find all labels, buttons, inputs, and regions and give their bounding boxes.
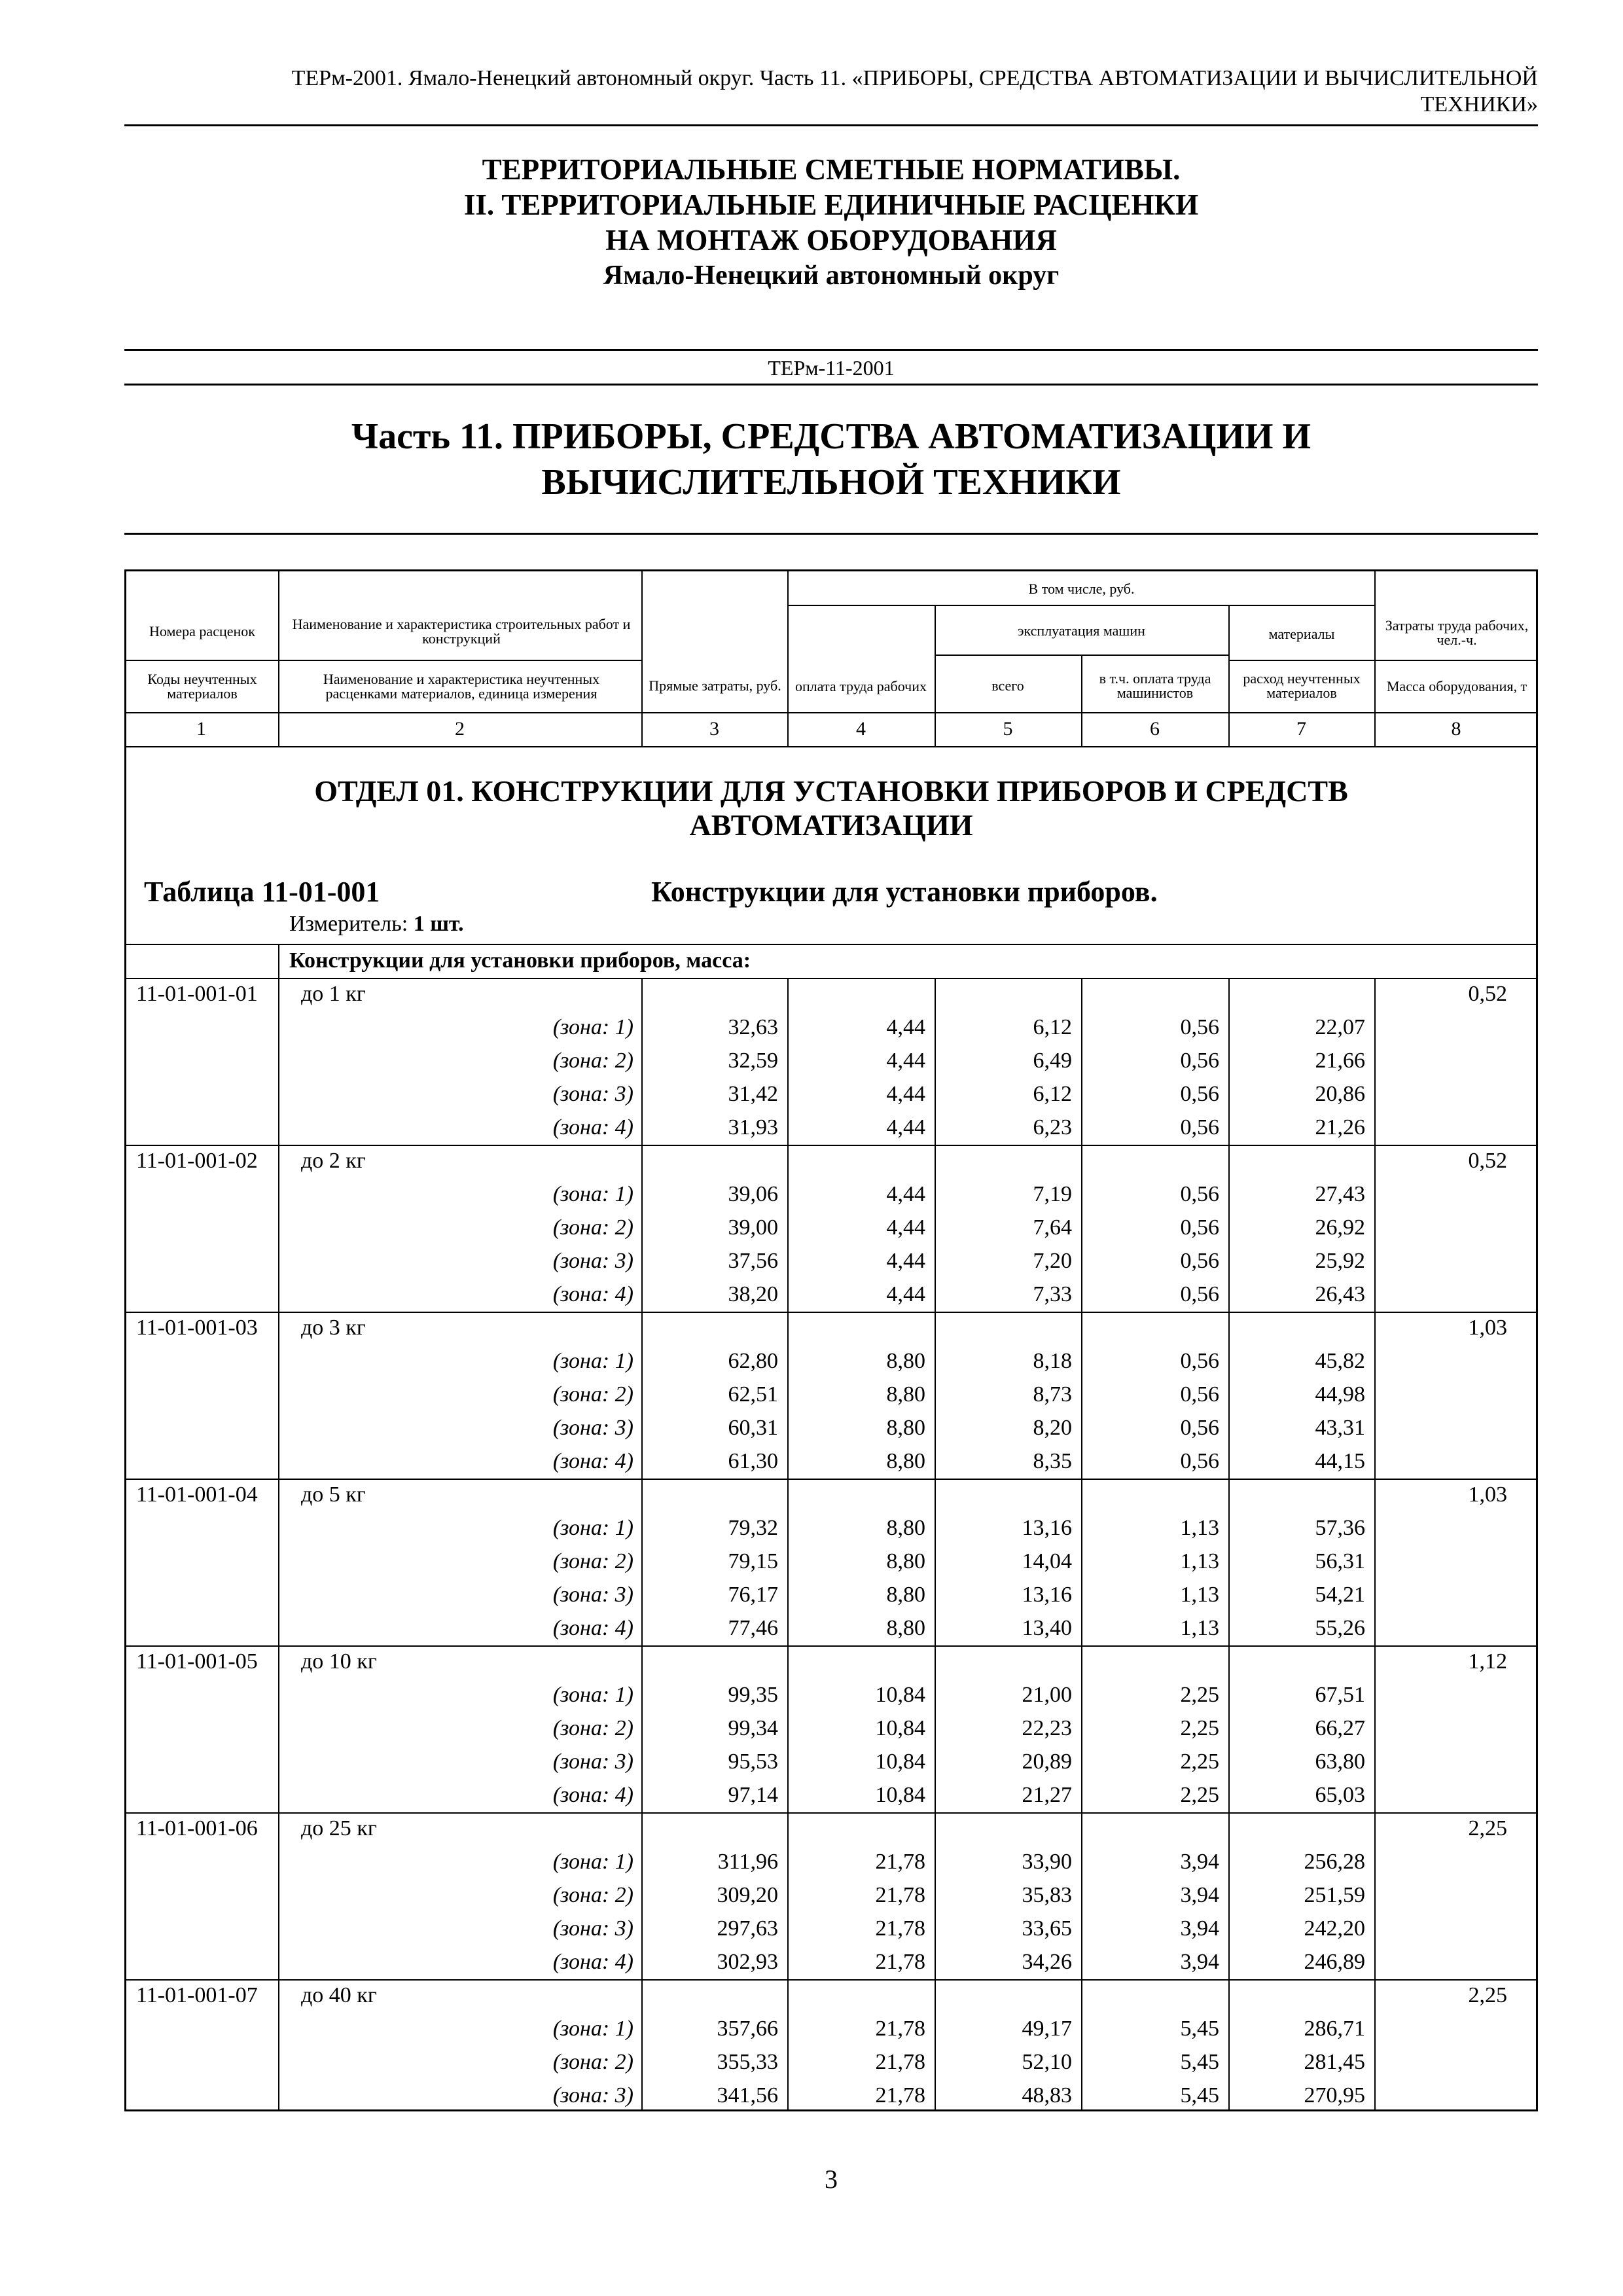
cell-wages: 10,84 bbox=[875, 1749, 925, 1774]
zone-label: (зона: 4) bbox=[552, 1616, 633, 1640]
col-number-6: 6 bbox=[1150, 718, 1160, 740]
zone-label: (зона: 2) bbox=[552, 2050, 633, 2074]
department-title-line-2: АВТОМАТИЗАЦИИ bbox=[689, 808, 973, 842]
cell-direct-costs: 38,20 bbox=[728, 1282, 778, 1306]
equipment-mass: 1,12 bbox=[1468, 1649, 1507, 1674]
group-vline-left bbox=[278, 944, 279, 978]
cell-materials: 20,86 bbox=[1315, 1082, 1365, 1106]
rate-name: до 2 кг bbox=[301, 1149, 366, 1173]
cell-machines-total: 8,20 bbox=[1033, 1416, 1072, 1440]
cell-machines-total: 49,17 bbox=[1022, 2017, 1072, 2041]
cell-wages: 21,78 bbox=[875, 1883, 925, 1907]
cell-wages: 21,78 bbox=[875, 2050, 925, 2074]
cell-machinist-wages: 2,25 bbox=[1180, 1716, 1219, 1740]
hdr-machinist-wages: в т.ч. оплата труда машинистов bbox=[1099, 670, 1211, 701]
cell-wages: 21,78 bbox=[875, 2083, 925, 2108]
zone-label: (зона: 3) bbox=[552, 1916, 633, 1941]
cell-machines-total: 13,16 bbox=[1022, 1516, 1072, 1540]
cell-direct-costs: 302,93 bbox=[717, 1950, 778, 1974]
body-vline-1 bbox=[278, 978, 279, 2111]
rate-name: до 10 кг bbox=[301, 1649, 377, 1674]
col-number-4: 4 bbox=[856, 718, 866, 740]
cell-materials: 21,66 bbox=[1315, 1049, 1365, 1073]
cell-wages: 8,80 bbox=[886, 1549, 925, 1573]
zone-label: (зона: 1) bbox=[552, 1182, 633, 1206]
cell-machines-total: 8,35 bbox=[1033, 1449, 1072, 1473]
cell-wages: 4,44 bbox=[886, 1249, 925, 1273]
cell-materials: 286,71 bbox=[1304, 2017, 1365, 2041]
cell-materials: 43,31 bbox=[1315, 1416, 1365, 1440]
hdr-work-name: Наименование и характеристика строительных работ и конструкций bbox=[292, 616, 631, 647]
rate-name: до 40 кг bbox=[301, 1983, 377, 2007]
cell-materials: 256,28 bbox=[1304, 1850, 1365, 1874]
cell-machines-total: 52,10 bbox=[1022, 2050, 1072, 2074]
zone-label: (зона: 3) bbox=[552, 1082, 633, 1106]
cell-machinist-wages: 3,94 bbox=[1180, 1950, 1219, 1974]
cell-wages: 10,84 bbox=[875, 1783, 925, 1807]
running-header-line-1: ТЕРм-2001. Ямало-Ненецкий автономный округ. Часть 11. «ПРИБОРЫ, СРЕДСТВА АВТОМАТИЗАЦИИ И ВЫЧИСЛИТЕЛЬНОЙ bbox=[291, 66, 1538, 90]
cell-machinist-wages: 1,13 bbox=[1180, 1516, 1219, 1540]
zone-label: (зона: 1) bbox=[552, 1015, 633, 1039]
document-title bbox=[124, 152, 1538, 293]
zone-label: (зона: 3) bbox=[552, 1749, 633, 1774]
zone-label: (зона: 3) bbox=[552, 1249, 633, 1273]
cell-machines-total: 14,04 bbox=[1022, 1549, 1072, 1573]
cell-machines-total: 7,20 bbox=[1033, 1249, 1072, 1273]
zone-label: (зона: 1) bbox=[552, 1850, 633, 1874]
cell-wages: 4,44 bbox=[886, 1082, 925, 1106]
hdr-machines: эксплуатация машин bbox=[1018, 622, 1145, 639]
hdr-hline-machines bbox=[935, 655, 1228, 656]
cell-direct-costs: 99,34 bbox=[728, 1716, 778, 1740]
zone-label: (зона: 2) bbox=[552, 1883, 633, 1907]
cell-direct-costs: 297,63 bbox=[717, 1916, 778, 1941]
cell-materials: 281,45 bbox=[1304, 2050, 1365, 2074]
running-header-line-2: ТЕХНИКИ» bbox=[1420, 92, 1538, 117]
cell-machines-total: 21,27 bbox=[1022, 1783, 1072, 1807]
rate-name: до 25 кг bbox=[301, 1816, 377, 1840]
cell-wages: 8,80 bbox=[886, 1583, 925, 1607]
cell-machinist-wages: 2,25 bbox=[1180, 1783, 1219, 1807]
cell-materials: 65,03 bbox=[1315, 1783, 1365, 1807]
col-number-8: 8 bbox=[1451, 718, 1461, 740]
cell-machines-total: 21,00 bbox=[1022, 1683, 1072, 1707]
cell-direct-costs: 309,20 bbox=[717, 1883, 778, 1907]
cell-machines-total: 6,49 bbox=[1033, 1049, 1072, 1073]
cell-direct-costs: 32,59 bbox=[728, 1049, 778, 1073]
title-line-3: НА МОНТАЖ ОБОРУДОВАНИЯ bbox=[605, 224, 1057, 257]
doc-code: ТЕРм-11-2001 bbox=[768, 356, 895, 380]
col-number-1: 1 bbox=[196, 718, 206, 740]
cell-machinist-wages: 5,45 bbox=[1180, 2083, 1219, 2108]
cell-materials: 27,43 bbox=[1315, 1182, 1365, 1206]
group-label: Конструкции для установки приборов, масса: bbox=[289, 948, 751, 973]
rate-code: 11-01-001-07 bbox=[136, 1983, 258, 2007]
cell-machinist-wages: 5,45 bbox=[1180, 2017, 1219, 2041]
cell-wages: 21,78 bbox=[875, 1850, 925, 1874]
table-name: Конструкции для установки приборов. bbox=[651, 876, 1158, 908]
cell-machinist-wages: 1,13 bbox=[1180, 1583, 1219, 1607]
cell-materials: 57,36 bbox=[1315, 1516, 1365, 1540]
hdr-unaccounted-codes: Коды неучтенных материалов bbox=[147, 671, 257, 702]
measure-label: Измеритель: bbox=[289, 912, 414, 936]
cell-materials: 63,80 bbox=[1315, 1749, 1365, 1774]
cell-wages: 10,84 bbox=[875, 1716, 925, 1740]
zone-label: (зона: 2) bbox=[552, 1049, 633, 1073]
part-title bbox=[124, 414, 1538, 505]
cell-machinist-wages: 0,56 bbox=[1180, 1349, 1219, 1373]
cell-machinist-wages: 0,56 bbox=[1180, 1049, 1219, 1073]
cell-direct-costs: 39,00 bbox=[728, 1215, 778, 1240]
cell-machines-total: 13,16 bbox=[1022, 1583, 1072, 1607]
cell-wages: 8,80 bbox=[886, 1416, 925, 1440]
cell-machines-total: 48,83 bbox=[1022, 2083, 1072, 2108]
cell-machinist-wages: 0,56 bbox=[1180, 1282, 1219, 1306]
rate-code: 11-01-001-02 bbox=[136, 1149, 258, 1173]
zone-label: (зона: 1) bbox=[552, 1516, 633, 1540]
cell-direct-costs: 79,32 bbox=[728, 1516, 778, 1540]
cell-machinist-wages: 0,56 bbox=[1180, 1015, 1219, 1039]
hdr-rate-numbers: Номера расценок bbox=[149, 623, 255, 639]
cell-machines-total: 7,64 bbox=[1033, 1215, 1072, 1240]
cell-wages: 8,80 bbox=[886, 1616, 925, 1640]
cell-wages: 10,84 bbox=[875, 1683, 925, 1707]
cell-direct-costs: 61,30 bbox=[728, 1449, 778, 1473]
department-title-line-1: ОТДЕЛ 01. КОНСТРУКЦИИ ДЛЯ УСТАНОВКИ ПРИБОРОВ И СРЕДСТВ bbox=[314, 774, 1348, 808]
hdr-labor: Затраты труда рабочих, чел.-ч. bbox=[1385, 617, 1529, 648]
hdr-hline-left bbox=[124, 660, 641, 661]
zone-label: (зона: 3) bbox=[552, 1583, 633, 1607]
zone-label: (зона: 1) bbox=[552, 1683, 633, 1707]
zone-label: (зона: 4) bbox=[552, 1783, 633, 1807]
col-number-5: 5 bbox=[1003, 718, 1013, 740]
cell-wages: 8,80 bbox=[886, 1516, 925, 1540]
equipment-mass: 2,25 bbox=[1468, 1816, 1507, 1840]
cell-direct-costs: 99,35 bbox=[728, 1683, 778, 1707]
cell-direct-costs: 32,63 bbox=[728, 1015, 778, 1039]
running-header bbox=[124, 65, 1538, 118]
zone-label: (зона: 2) bbox=[552, 1215, 633, 1240]
cell-machines-total: 6,12 bbox=[1033, 1015, 1072, 1039]
cell-machines-total: 33,90 bbox=[1022, 1850, 1072, 1874]
cell-wages: 8,80 bbox=[886, 1449, 925, 1473]
cell-materials: 67,51 bbox=[1315, 1683, 1365, 1707]
cell-direct-costs: 97,14 bbox=[728, 1783, 778, 1807]
cell-direct-costs: 62,80 bbox=[728, 1349, 778, 1373]
measure bbox=[289, 910, 464, 939]
part-title-line-2: ВЫЧИСЛИТЕЛЬНОЙ ТЕХНИКИ bbox=[541, 462, 1121, 503]
col-number-7: 7 bbox=[1296, 718, 1306, 740]
cell-materials: 25,92 bbox=[1315, 1249, 1365, 1273]
hdr-machines-total: всего bbox=[991, 677, 1024, 694]
cell-machinist-wages: 1,13 bbox=[1180, 1549, 1219, 1573]
table-label: Таблица 11-01-001 bbox=[144, 876, 380, 908]
title-region: Ямало-Ненецкий автономный округ bbox=[603, 260, 1060, 291]
col-number-3: 3 bbox=[709, 718, 719, 740]
cell-machinist-wages: 2,25 bbox=[1180, 1683, 1219, 1707]
rate-code: 11-01-001-03 bbox=[136, 1316, 258, 1340]
cell-machines-total: 7,33 bbox=[1033, 1282, 1072, 1306]
cell-machines-total: 13,40 bbox=[1022, 1616, 1072, 1640]
hdr-hline-bottom bbox=[124, 746, 1538, 747]
cell-machines-total: 34,26 bbox=[1022, 1950, 1072, 1974]
hdr-hline-numbers bbox=[124, 712, 1538, 713]
zone-label: (зона: 3) bbox=[552, 2083, 633, 2108]
hdr-wages: оплата труда рабочих bbox=[795, 678, 927, 694]
cell-materials: 44,15 bbox=[1315, 1449, 1365, 1473]
cell-machines-total: 6,23 bbox=[1033, 1115, 1072, 1139]
cell-machines-total: 33,65 bbox=[1022, 1916, 1072, 1941]
cell-wages: 4,44 bbox=[886, 1115, 925, 1139]
doc-code-rule-bottom bbox=[124, 384, 1538, 386]
group-rule-top bbox=[124, 944, 1538, 945]
cell-machinist-wages: 0,56 bbox=[1180, 1416, 1219, 1440]
hdr-direct-costs: Прямые затраты, руб. bbox=[649, 677, 781, 694]
cell-materials: 26,92 bbox=[1315, 1215, 1365, 1240]
cell-machinist-wages: 0,56 bbox=[1180, 1382, 1219, 1407]
zone-label: (зона: 3) bbox=[552, 1416, 633, 1440]
zone-label: (зона: 2) bbox=[552, 1716, 633, 1740]
rate-code: 11-01-001-04 bbox=[136, 1482, 258, 1507]
zone-label: (зона: 4) bbox=[552, 1449, 633, 1473]
cell-wages: 21,78 bbox=[875, 1950, 925, 1974]
equipment-mass: 1,03 bbox=[1468, 1316, 1507, 1340]
equipment-mass: 0,52 bbox=[1468, 1149, 1507, 1173]
equipment-mass: 1,03 bbox=[1468, 1482, 1507, 1507]
cell-machines-total: 35,83 bbox=[1022, 1883, 1072, 1907]
cell-wages: 8,80 bbox=[886, 1382, 925, 1407]
cell-direct-costs: 77,46 bbox=[728, 1616, 778, 1640]
cell-direct-costs: 79,15 bbox=[728, 1549, 778, 1573]
cell-machinist-wages: 3,94 bbox=[1180, 1916, 1219, 1941]
cell-machines-total: 7,19 bbox=[1033, 1182, 1072, 1206]
rate-name: до 1 кг bbox=[301, 982, 366, 1006]
cell-wages: 21,78 bbox=[875, 1916, 925, 1941]
cell-materials: 56,31 bbox=[1315, 1549, 1365, 1573]
hdr-materials: материалы bbox=[1268, 626, 1335, 642]
cell-machines-total: 8,73 bbox=[1033, 1382, 1072, 1407]
cell-direct-costs: 357,66 bbox=[717, 2017, 778, 2041]
cell-direct-costs: 95,53 bbox=[728, 1749, 778, 1774]
cell-materials: 246,89 bbox=[1304, 1950, 1365, 1974]
rate-code: 11-01-001-01 bbox=[136, 982, 258, 1006]
rate-code: 11-01-001-05 bbox=[136, 1649, 258, 1674]
cell-materials: 251,59 bbox=[1304, 1883, 1365, 1907]
cell-machinist-wages: 2,25 bbox=[1180, 1749, 1219, 1774]
cell-materials: 44,98 bbox=[1315, 1382, 1365, 1407]
cell-machines-total: 20,89 bbox=[1022, 1749, 1072, 1774]
cell-machinist-wages: 0,56 bbox=[1180, 1115, 1219, 1139]
cell-machinist-wages: 3,94 bbox=[1180, 1850, 1219, 1874]
zone-label: (зона: 2) bbox=[552, 1549, 633, 1573]
cell-materials: 54,21 bbox=[1315, 1583, 1365, 1607]
cell-machinist-wages: 0,56 bbox=[1180, 1449, 1219, 1473]
cell-machinist-wages: 0,56 bbox=[1180, 1182, 1219, 1206]
title-line-1: ТЕРРИТОРИАЛЬНЫЕ СМЕТНЫЕ НОРМАТИВЫ. bbox=[482, 153, 1181, 186]
rate-name: до 5 кг bbox=[301, 1482, 366, 1507]
cell-materials: 45,82 bbox=[1315, 1349, 1365, 1373]
cell-machines-total: 6,12 bbox=[1033, 1082, 1072, 1106]
part-title-rule bbox=[124, 533, 1538, 535]
cell-direct-costs: 355,33 bbox=[717, 2050, 778, 2074]
cell-direct-costs: 31,42 bbox=[728, 1082, 778, 1106]
hdr-unaccounted-name: Наименование и характеристика неучтенных расценками материалов, единица измерения bbox=[323, 671, 600, 702]
cell-materials: 26,43 bbox=[1315, 1282, 1365, 1306]
cell-wages: 4,44 bbox=[886, 1215, 925, 1240]
page-number: 3 bbox=[825, 2164, 838, 2194]
cell-direct-costs: 311,96 bbox=[717, 1850, 778, 1874]
cell-wages: 4,44 bbox=[886, 1282, 925, 1306]
cell-machinist-wages: 0,56 bbox=[1180, 1082, 1219, 1106]
body-vline-7 bbox=[1374, 978, 1376, 2111]
cell-materials: 270,95 bbox=[1304, 2083, 1365, 2108]
col-number-2: 2 bbox=[455, 718, 465, 740]
hdr-including: В том числе, руб. bbox=[1028, 581, 1135, 597]
cell-machines-total: 22,23 bbox=[1022, 1716, 1072, 1740]
zone-label: (зона: 1) bbox=[552, 2017, 633, 2041]
cell-direct-costs: 76,17 bbox=[728, 1583, 778, 1607]
cell-direct-costs: 62,51 bbox=[728, 1382, 778, 1407]
part-title-line-1: Часть 11. ПРИБОРЫ, СРЕДСТВА АВТОМАТИЗАЦИИ И bbox=[351, 416, 1311, 457]
cell-materials: 21,26 bbox=[1315, 1115, 1365, 1139]
title-line-2: II. ТЕРРИТОРИАЛЬНЫЕ ЕДИНИЧНЫЕ РАСЦЕНКИ bbox=[463, 188, 1199, 221]
hdr-materials-consumption: расход неучтенных материалов bbox=[1243, 670, 1361, 701]
measure-value: 1 шт. bbox=[413, 912, 464, 936]
cell-wages: 8,80 bbox=[886, 1349, 925, 1373]
cell-wages: 4,44 bbox=[886, 1049, 925, 1073]
cell-machinist-wages: 1,13 bbox=[1180, 1616, 1219, 1640]
cell-materials: 242,20 bbox=[1304, 1916, 1365, 1941]
zone-label: (зона: 1) bbox=[552, 1349, 633, 1373]
hdr-hline-including bbox=[787, 605, 1374, 606]
cell-machinist-wages: 3,94 bbox=[1180, 1883, 1219, 1907]
cell-wages: 4,44 bbox=[886, 1182, 925, 1206]
cell-wages: 21,78 bbox=[875, 2017, 925, 2041]
zone-label: (зона: 2) bbox=[552, 1382, 633, 1407]
cell-wages: 4,44 bbox=[886, 1015, 925, 1039]
cell-machinist-wages: 0,56 bbox=[1180, 1215, 1219, 1240]
department-title bbox=[124, 774, 1538, 842]
rate-code: 11-01-001-06 bbox=[136, 1816, 258, 1840]
cell-machinist-wages: 0,56 bbox=[1180, 1249, 1219, 1273]
cell-direct-costs: 39,06 bbox=[728, 1182, 778, 1206]
cell-direct-costs: 31,93 bbox=[728, 1115, 778, 1139]
equipment-mass: 0,52 bbox=[1468, 982, 1507, 1006]
zone-label: (зона: 4) bbox=[552, 1115, 633, 1139]
cell-machinist-wages: 5,45 bbox=[1180, 2050, 1219, 2074]
cell-materials: 66,27 bbox=[1315, 1716, 1365, 1740]
zone-label: (зона: 4) bbox=[552, 1950, 633, 1974]
cell-direct-costs: 60,31 bbox=[728, 1416, 778, 1440]
hdr-hline-right bbox=[1374, 660, 1538, 661]
zone-label: (зона: 4) bbox=[552, 1282, 633, 1306]
header-rule bbox=[124, 124, 1538, 126]
rate-name: до 3 кг bbox=[301, 1316, 366, 1340]
cell-materials: 22,07 bbox=[1315, 1015, 1365, 1039]
cell-direct-costs: 37,56 bbox=[728, 1249, 778, 1273]
cell-machines-total: 8,18 bbox=[1033, 1349, 1072, 1373]
equipment-mass: 2,25 bbox=[1468, 1983, 1507, 2007]
doc-code-rule-top bbox=[124, 349, 1538, 351]
cell-materials: 55,26 bbox=[1315, 1616, 1365, 1640]
cell-direct-costs: 341,56 bbox=[717, 2083, 778, 2108]
hdr-equipment-mass: Масса оборудования, т bbox=[1386, 678, 1527, 694]
